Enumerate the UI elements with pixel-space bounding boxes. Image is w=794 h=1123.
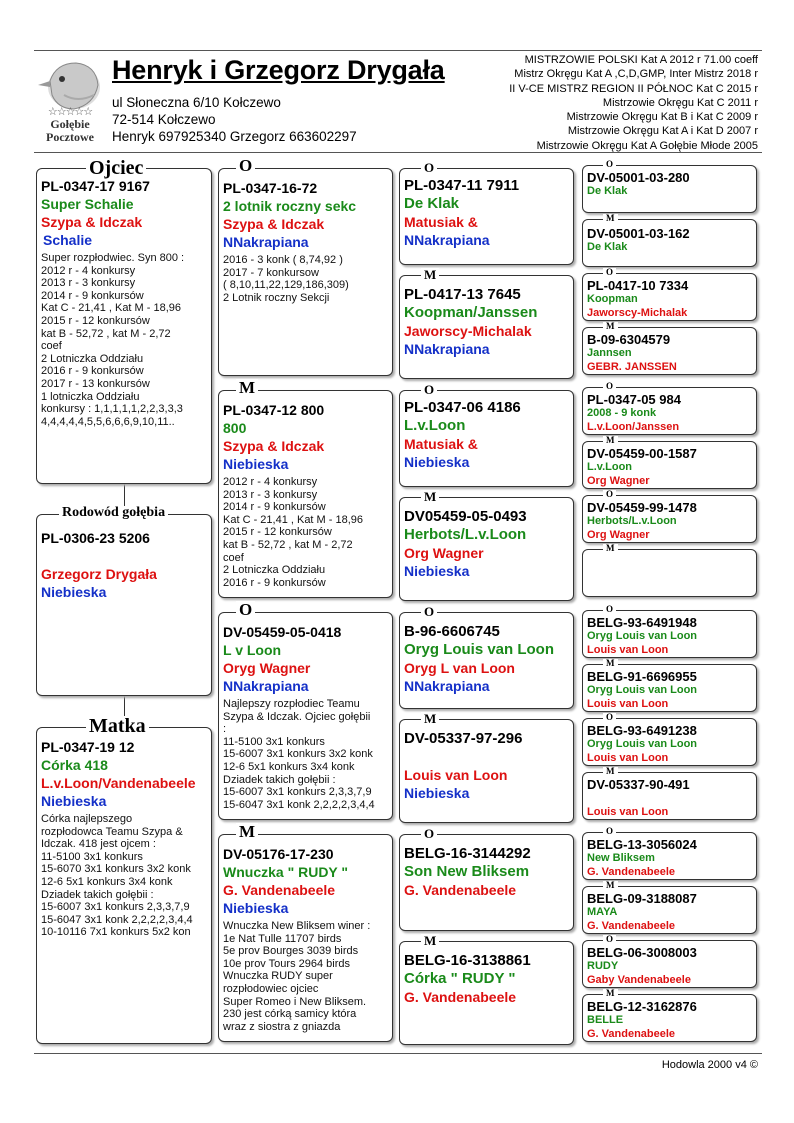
father-notes: Super rozpłodwiec. Syn 800 : 2012 r - 4 konkursy 2013 r - 3 konkursy 2014 r - 9 konkursów Kat C - 21,41 , Kat M - 18,96 2015 r - 12 konkursów kat B - 52,72 , kat M - 2,72 coef 2 Lotniczka Oddziału 2016 r - 9 konkursów 2017 r - 13 konkursów 1 lotniczka Oddziału konkursy : 1,1,1,1,1,2,2,3,3,3 4,4,4,4,4,5,5,6,6,6,9,10,11.. xyxy=(41,252,185,428)
gen4-id: BELG-06-3008003 xyxy=(587,945,697,960)
gen2-breeder: Oryg Wagner xyxy=(223,660,311,676)
gen4-id: PL-0417-10 7334 xyxy=(587,278,689,293)
gen2-color: NNakrapiana xyxy=(223,234,309,250)
phone-numbers: Henryk 697925340 Grzegorz 663602297 xyxy=(112,129,357,144)
gen3-breeder: Jaworscy-Michalak xyxy=(404,323,532,339)
gen4-breeder: Louis van Loon xyxy=(587,643,669,656)
gen4-breeder: GEBR. JANSSEN xyxy=(587,360,677,373)
title-line: MISTRZOWIE POLSKI Kat A 2012 r 71.00 coeff xyxy=(524,54,758,66)
gen3-breeder: Org Wagner xyxy=(404,545,484,561)
sex-label-o: O xyxy=(421,605,437,618)
label-matka: Matka xyxy=(86,716,149,736)
gen2-notes: Wnuczka New Bliksem winer : 1e Nat Tulle 11707 birds 5e prov Bourges 3039 birds 10e prov Tours 2964 birds Wnuczka RUDY super rozpłodowiec ojciec Super Romeo i New Bliksem. 230 jest córką samicy która wraz z siostra z gniazda xyxy=(223,920,371,1033)
mother-id: PL-0347-19 12 xyxy=(41,739,135,755)
gen3-breeder: Louis van Loon xyxy=(404,767,508,783)
logo-line1: Gołębie xyxy=(50,117,90,131)
gen3-card[interactable] xyxy=(399,168,574,265)
gen4-card[interactable] xyxy=(582,718,757,766)
gen4-name: Herbots/L.v.Loon xyxy=(587,515,677,527)
gen4-id: BELG-93-6491238 xyxy=(587,723,697,738)
gen4-card[interactable] xyxy=(582,441,757,489)
subject-color: Niebieska xyxy=(41,584,107,600)
sex-label-m: M xyxy=(603,214,618,223)
gen4-name: Oryg Louis van Loon xyxy=(587,630,698,642)
gen4-breeder: L.v.Loon/Janssen xyxy=(587,420,680,433)
gen4-card[interactable] xyxy=(582,940,757,988)
gen2-breeder: Szypa & Idczak xyxy=(223,438,325,454)
sex-label-m: M xyxy=(421,934,439,947)
breeder-name: Henryk i Grzegorz Drygała xyxy=(112,55,445,85)
mother-name: Córka 418 xyxy=(41,757,108,773)
sex-label-m: M xyxy=(603,767,618,776)
gen3-name: Herbots/L.v.Loon xyxy=(404,526,527,543)
sex-label-m: M xyxy=(603,544,618,553)
title-line: Mistrzowie Okręgu Kat A Gołębie Młode 2005 xyxy=(536,139,758,152)
sex-label-m: M xyxy=(603,881,618,890)
gen3-name: Son New Bliksem xyxy=(404,863,530,880)
sex-label-m: M xyxy=(603,659,618,668)
gen4-breeder: Gaby Vandenabeele xyxy=(587,973,691,986)
gen4-card[interactable] xyxy=(582,994,757,1042)
gen4-id: DV-05459-99-1478 xyxy=(587,500,697,515)
father-name: Super Schalie xyxy=(41,196,134,212)
subject-id: PL-0306-23 5206 xyxy=(41,530,150,546)
gen4-breeder: Louis van Loon xyxy=(587,805,669,818)
footer-rule xyxy=(34,1053,762,1054)
subject-owner: Grzegorz Drygała xyxy=(41,566,157,582)
gen3-id: PL-0417-13 7645 xyxy=(404,286,521,303)
mother-breeder: L.v.Loon/Vandenabeele xyxy=(41,775,196,791)
gen4-name: Jannsen xyxy=(587,347,632,359)
sex-label-o: O xyxy=(603,160,616,169)
sex-label-m: M xyxy=(603,322,618,331)
gen3-name: De Klak xyxy=(404,195,460,212)
gen2-notes: 2016 - 3 konk ( 8,74,92 ) 2017 - 7 konkursow ( 8,10,11,22,129,186,309) 2 Lotnik roczny Sekcji xyxy=(223,254,349,304)
gen4-id: BELG-91-6696955 xyxy=(587,669,697,684)
gen4-name: Koopman xyxy=(587,293,638,305)
sex-label-m: M xyxy=(603,989,618,998)
gen4-card[interactable] xyxy=(582,219,757,267)
gen2-id: PL-0347-12 800 xyxy=(223,402,325,418)
sex-label-o: O xyxy=(603,935,616,944)
gen3-card[interactable] xyxy=(399,719,574,823)
gen4-name: MAYA xyxy=(587,906,618,918)
gen4-id: BELG-12-3162876 xyxy=(587,999,697,1014)
gen3-id: B-96-6606745 xyxy=(404,623,500,640)
gen3-breeder: Matusiak & xyxy=(404,214,478,230)
gen3-color: NNakrapiana xyxy=(404,678,490,694)
title-line: Mistrzowie Okręgu Kat A i Kat D 2007 r xyxy=(567,125,758,138)
gen4-id: DV-05001-03-280 xyxy=(587,170,690,185)
gen4-id: BELG-09-3188087 xyxy=(587,891,697,906)
gen2-name: 800 xyxy=(223,420,247,436)
gen4-id: BELG-13-3056024 xyxy=(587,837,697,852)
gen2-name: 2 lotnik roczny sekc xyxy=(223,198,357,214)
sex-label-o: O xyxy=(236,157,255,174)
gen4-breeder: G. Vandenabeele xyxy=(587,1027,676,1040)
gen3-breeder: G. Vandenabeele xyxy=(404,882,517,898)
gen4-name: BELLE xyxy=(587,1014,624,1026)
gen3-id: BELG-16-3138861 xyxy=(404,952,531,969)
gen4-name xyxy=(587,792,752,806)
gen4-name: De Klak xyxy=(587,241,628,253)
gen2-card[interactable] xyxy=(218,834,393,1042)
gen2-id: DV-05176-17-230 xyxy=(223,846,334,862)
gen3-id: DV05459-05-0493 xyxy=(404,508,527,525)
sex-label-o: O xyxy=(603,713,616,722)
label-rodowod: Rodowód gołębia xyxy=(59,506,168,520)
address-street: ul Słoneczna 6/10 Kołczewo xyxy=(112,95,281,110)
gen4-card[interactable] xyxy=(582,495,757,543)
gen4-name: De Klak xyxy=(587,185,628,197)
gen4-breeder: G. Vandenabeele xyxy=(587,919,676,932)
gen3-color: NNakrapiana xyxy=(404,232,490,248)
gen3-card[interactable] xyxy=(399,834,574,931)
sex-label-m: M xyxy=(236,823,258,840)
gen4-breeder: G. Vandenabeele xyxy=(587,865,676,878)
sex-label-o: O xyxy=(603,605,616,614)
gen4-name: L.v.Loon xyxy=(587,461,633,473)
father-color: Schalie xyxy=(43,232,93,248)
sex-label-o: O xyxy=(421,383,437,396)
gen4-name: New Bliksem xyxy=(587,852,655,864)
gen2-card[interactable] xyxy=(218,612,393,820)
mother-color: Niebieska xyxy=(41,793,107,809)
stars-icon: ☆☆☆☆☆ xyxy=(47,106,93,118)
gen2-notes: 2012 r - 4 konkursy 2013 r - 3 konkursy 2014 r - 9 konkursów Kat C - 21,41 , Kat M - 18,96 2015 r - 12 konkursów kat B - 52,72 , kat M - 2,72 coef 2 Lotniczka Oddziału 2016 r - 9 konkursów xyxy=(223,476,364,589)
gen2-color: Niebieska xyxy=(223,900,289,916)
gen4-breeder: Louis van Loon xyxy=(587,697,669,710)
address-city: 72-514 Kołczewo xyxy=(112,112,216,127)
gen3-name xyxy=(404,748,569,766)
gen4-card[interactable] xyxy=(582,886,757,934)
gen4-name: Oryg Louis van Loon xyxy=(587,684,698,696)
gen4-card[interactable] xyxy=(582,549,757,597)
gen4-card[interactable] xyxy=(582,327,757,375)
gen3-id: PL-0347-06 4186 xyxy=(404,399,521,416)
label-ojciec: Ojciec xyxy=(86,158,146,178)
top-rule xyxy=(34,50,762,51)
gen2-breeder: Szypa & Idczak xyxy=(223,216,325,232)
gen2-id: PL-0347-16-72 xyxy=(223,180,318,196)
gen2-name: L v Loon xyxy=(223,642,282,658)
mother-card[interactable] xyxy=(36,727,212,1044)
sex-label-m: M xyxy=(421,490,439,503)
gen3-color: Niebieska xyxy=(404,785,470,801)
titles-list xyxy=(458,53,758,153)
title-line: II V-CE MISTRZ REGION II PÓŁNOC Kat C 2015 r xyxy=(509,82,758,95)
gen3-breeder: G. Vandenabeele xyxy=(404,989,517,1005)
gen3-card[interactable] xyxy=(399,612,574,709)
sex-label-m: M xyxy=(236,379,258,396)
gen4-card[interactable] xyxy=(582,832,757,880)
gen4-id: PL-0347-05 984 xyxy=(587,392,681,407)
gen3-card[interactable] xyxy=(399,275,574,379)
title-line: Mistrzowie Okręgu Kat C 2011 r xyxy=(602,96,758,109)
mother-notes: Córka najlepszego rozpłodowca Teamu Szypa & Idczak. 418 jest ojcem : 11-5100 3x1 konkurs 15-6070 3x1 konkurs 3x2 konk 12-6 5x1 konkurs 3x4 konk Dziadek takich gołębii : 15-6007 3x1 konkurs 2,3,3,7,9 15-6047 3x1 konk 2,2,2,2,3,4,4 10-10116 7x1 konkurs 5x2 kon xyxy=(41,813,193,939)
sex-label-o: O xyxy=(603,268,616,277)
gen3-name: Córka " RUDY " xyxy=(404,970,516,987)
footer-text: Hodowla 2000 v4 © xyxy=(661,1059,758,1071)
gen3-color: Niebieska xyxy=(404,454,470,470)
gen4-breeder: Org Wagner xyxy=(587,528,650,541)
gen4-breeder: Jaworscy-Michalak xyxy=(587,306,688,319)
gen3-card[interactable] xyxy=(399,941,574,1045)
gen4-breeder: Louis van Loon xyxy=(587,751,669,764)
title-line: Mistrz Okręgu Kat A ,C,D,GMP, Inter Mistrz 2018 r xyxy=(514,68,758,81)
sex-label-m: M xyxy=(421,712,439,725)
gen2-breeder: G. Vandenabeele xyxy=(223,882,336,898)
gen4-name: Oryg Louis van Loon xyxy=(587,738,698,750)
gen3-name: Oryg Louis van Loon xyxy=(404,641,555,658)
gen3-breeder: Matusiak & xyxy=(404,436,478,452)
sex-label-m: M xyxy=(421,268,439,281)
gen4-id: B-09-6304579 xyxy=(587,332,671,347)
gen4-card[interactable] xyxy=(582,273,757,321)
gen2-name: Wnuczka " RUDY " xyxy=(223,864,349,880)
logo-line2: Pocztowe xyxy=(46,130,94,144)
sex-label-o: O xyxy=(603,382,616,391)
gen3-color: Niebieska xyxy=(404,563,470,579)
gen4-id: DV-05001-03-162 xyxy=(587,226,690,241)
gen4-card[interactable] xyxy=(582,387,757,435)
gen4-card[interactable] xyxy=(582,664,757,712)
father-card[interactable] xyxy=(36,168,212,484)
sex-label-o: O xyxy=(421,161,437,174)
gen3-id: PL-0347-11 7911 xyxy=(404,177,520,194)
gen4-card[interactable] xyxy=(582,165,757,213)
gen4-name: 2008 - 9 konk xyxy=(587,407,657,419)
gen4-id: BELG-93-6491948 xyxy=(587,615,697,630)
father-id: PL-0347-17 9167 xyxy=(41,178,150,194)
gen4-id: DV-05337-90-491 xyxy=(587,777,690,792)
gen2-card[interactable] xyxy=(218,168,393,376)
gen3-id: BELG-16-3144292 xyxy=(404,845,531,862)
sex-label-o: O xyxy=(603,827,616,836)
gen3-breeder: Oryg L van Loon xyxy=(404,660,515,676)
sex-label-o: O xyxy=(421,827,437,840)
gen4-card[interactable] xyxy=(582,772,757,820)
sex-label-o: O xyxy=(236,601,255,618)
gen3-card[interactable] xyxy=(399,390,574,487)
gen2-color: Niebieska xyxy=(223,456,289,472)
gen3-name: Koopman/Janssen xyxy=(404,304,538,321)
gen2-notes: Najlepszy rozpłodiec Teamu Szypa & Idczak. Ojciec gołębii : 11-5100 3x1 konkurs 15-6007 3x1 konkurs 3x2 konk 12-6 5x1 konkurs 3x4 konk Dziadek takich gołębii : 15-6007 3x1 konkurs 2,3,3,7,9 15-6047 3x1 konk 2,2,2,2,3,4,4 xyxy=(223,698,375,811)
father-breeder: Szypa & Idczak xyxy=(41,214,143,230)
gen2-color: NNakrapiana xyxy=(223,678,309,694)
gen3-name: L.v.Loon xyxy=(404,417,466,434)
gen4-card[interactable] xyxy=(582,610,757,658)
sex-label-o: O xyxy=(603,490,616,499)
gen3-card[interactable] xyxy=(399,497,574,601)
header-rule xyxy=(34,152,762,153)
gen4-breeder: Org Wagner xyxy=(587,474,650,487)
sex-label-m: M xyxy=(603,436,618,445)
logo xyxy=(34,55,106,147)
gen4-name: RUDY xyxy=(587,960,619,972)
subject-card[interactable] xyxy=(36,514,212,696)
gen4-id: DV-05459-00-1587 xyxy=(587,446,697,461)
gen3-color: NNakrapiana xyxy=(404,341,490,357)
gen2-id: DV-05459-05-0418 xyxy=(223,624,342,640)
gen3-id: DV-05337-97-296 xyxy=(404,730,523,747)
gen2-card[interactable] xyxy=(218,390,393,598)
title-line: Mistrzowie Okręgu Kat B i Kat C 2009 r xyxy=(566,111,758,124)
